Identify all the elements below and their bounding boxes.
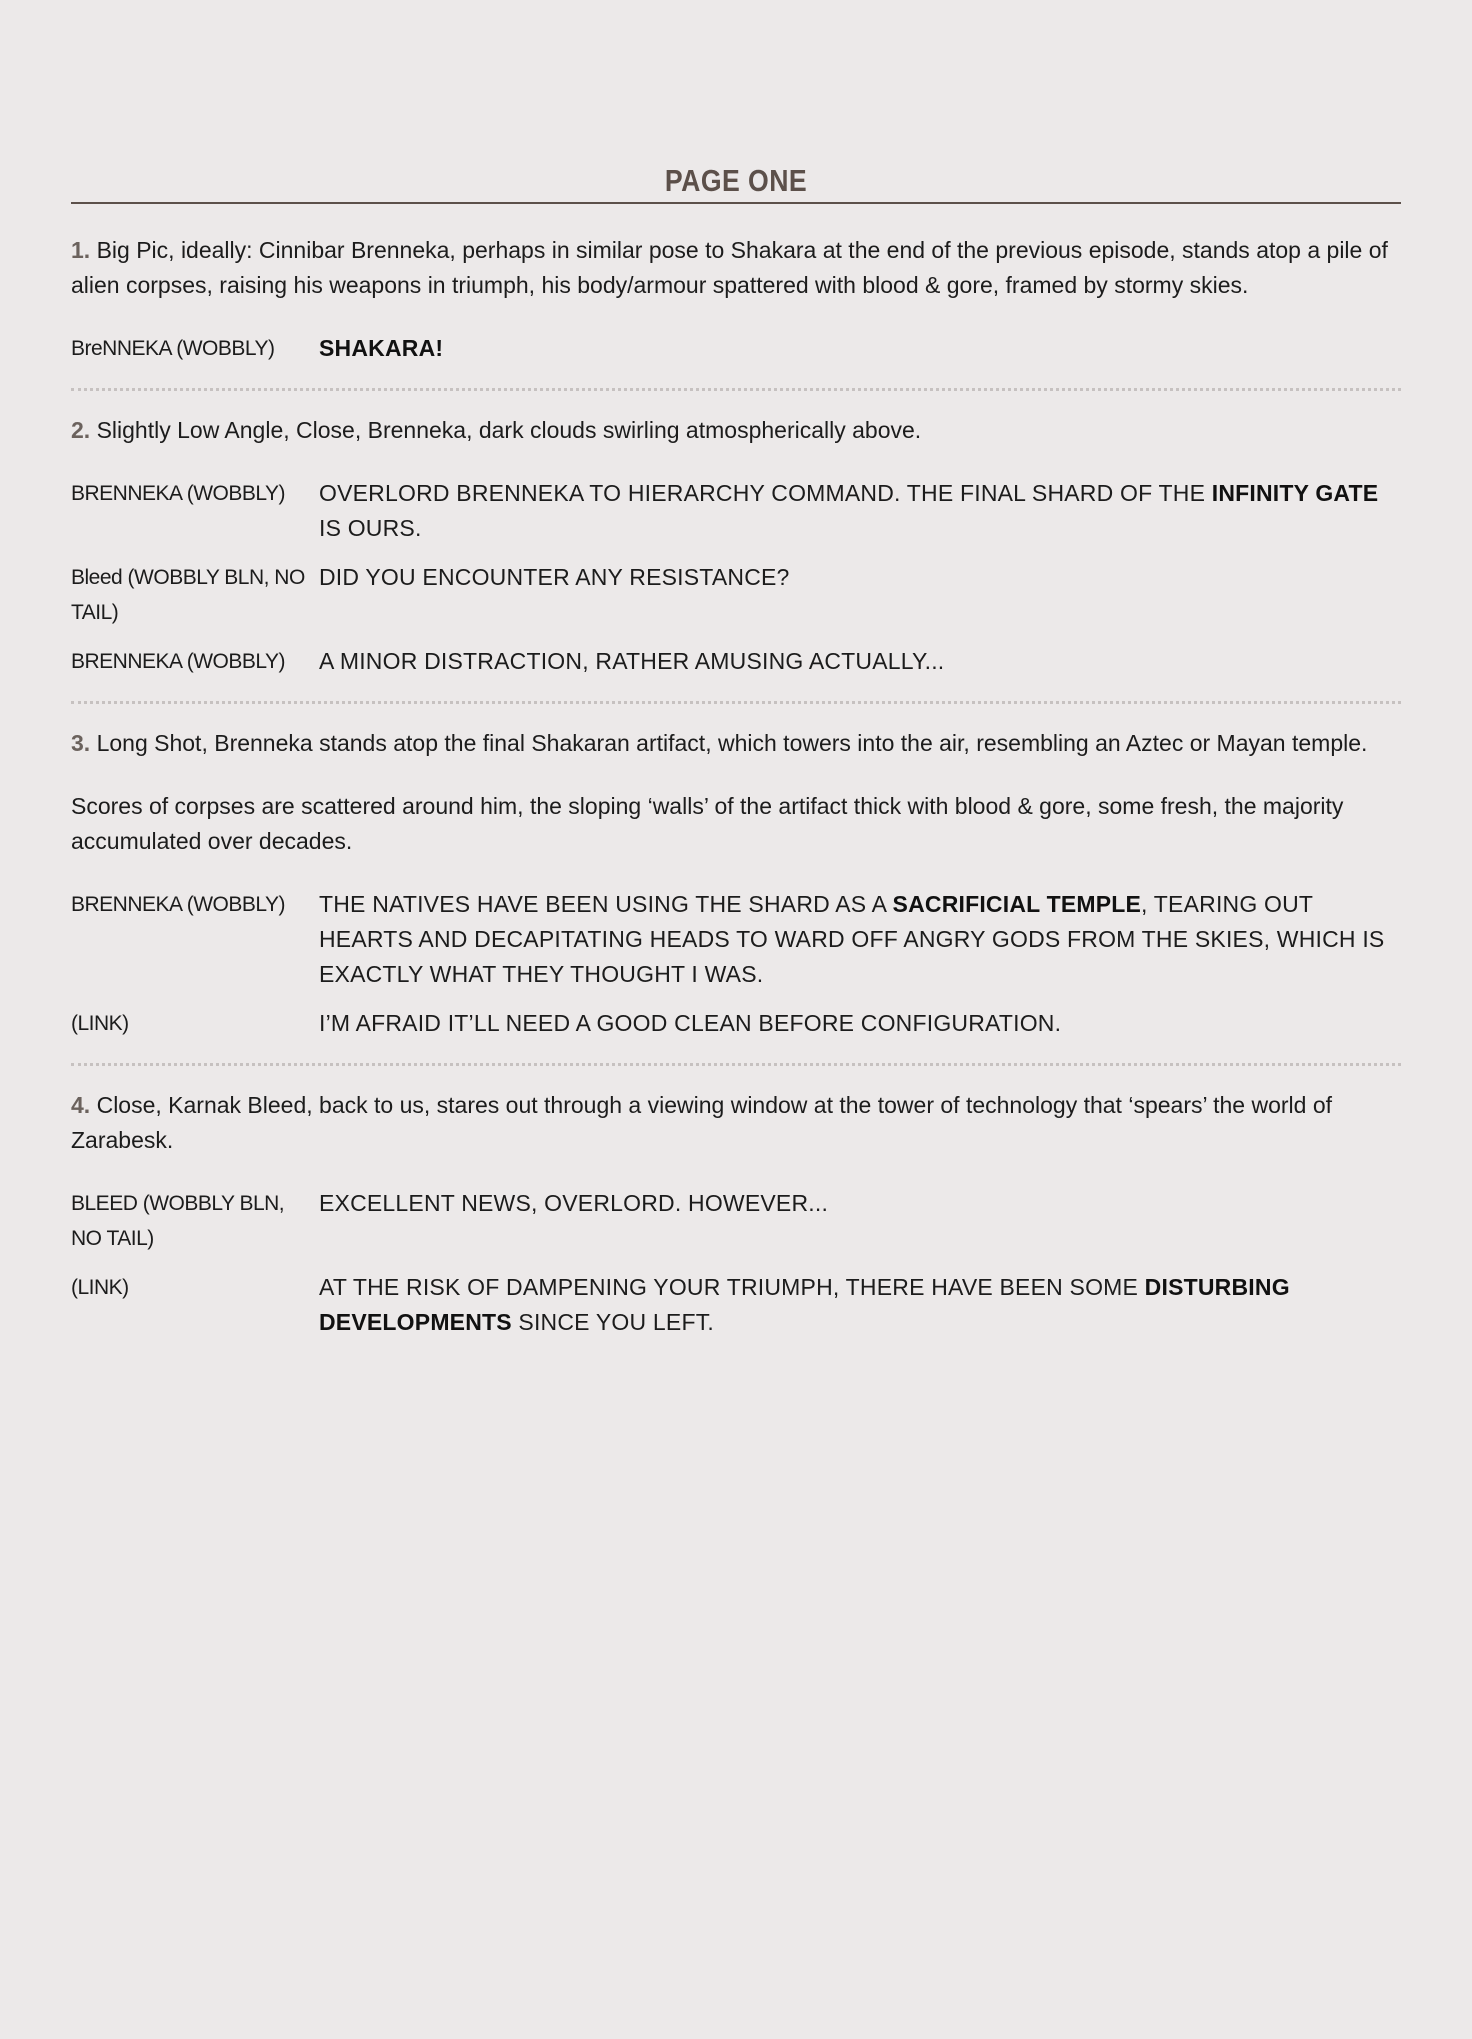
title-rule [71,202,1401,204]
panel-description [71,413,1401,448]
dialogue-row [71,1186,1401,1256]
speaker-label: BLEED (WOBBLY BLN, NO TAIL) [71,1192,285,1250]
dialogue-emphasis: INFINITY GATE [1211,480,1379,506]
panel-number: 2. [71,417,91,443]
dialogue-line [319,476,1401,546]
speaker-label: BRENNEKA (WOBBLY) [71,650,285,673]
dialogue-text: AT THE RISK OF DAMPENING YOUR TRIUMPH, THERE HAVE BEEN SOME [319,1274,1145,1300]
panel-3 [71,726,1401,1041]
dialogue-text: DID YOU ENCOUNTER ANY RESISTANCE? [319,564,790,590]
speaker-label: BreNNEKA (WOBBLY) [71,337,275,360]
speaker-label: BRENNEKA (WOBBLY) [71,893,285,916]
panel-number: 3. [71,730,91,756]
panel-description-text: Scores of corpses are scattered around him, the sloping ‘walls’ of the artifact thick with blood & gore, some fresh, the majority accumulated over decades. [71,793,1344,854]
speaker-label: (LINK) [71,1012,129,1035]
dialogue-line [319,1186,1401,1256]
panel-2 [71,413,1401,679]
panel-description-text: Slightly Low Angle, Close, Brenneka, dark clouds swirling atmospherically above. [96,417,922,443]
dialogue-row [71,331,1401,366]
dialogue-text: IS OURS. [319,515,422,541]
dialogue-row [71,644,1401,679]
dialogue-text: I’M AFRAID IT’LL NEED A GOOD CLEAN BEFORE CONFIGURATION. [319,1010,1062,1036]
dialogue-text: EXCELLENT NEWS, OVERLORD. HOWEVER... [319,1190,829,1216]
panel-number: 4. [71,1092,91,1118]
panel-list [71,233,1401,1340]
page-title: PAGE ONE [664,163,808,198]
panel-number: 1. [71,237,91,263]
panel-description [71,789,1401,859]
dialogue-emphasis: SHAKARA! [319,335,444,361]
dialogue-text: , TEARING OUT HEARTS AND DECAPITATING HEADS TO WARD OFF ANGRY GODS FROM THE SKIES, WHICH IS EXACTLY WHAT THEY THOUGHT I WAS. [319,891,1385,987]
dialogue-line [319,887,1401,992]
dialogue-row [71,887,1401,992]
dialogue-row [71,476,1401,546]
panel-divider [71,701,1401,704]
dialogue-emphasis: SACRIFICIAL TEMPLE [892,891,1142,917]
panel-description [71,726,1401,761]
dialogue-line [319,1006,1401,1041]
panel-description-text: Big Pic, ideally: Cinnibar Brenneka, perhaps in similar pose to Shakara at the end of the previous episode, stands atop a pile of alien corpses, raising his weapons in triumph, his body/armour spattered with blood & gore, framed by stormy skies. [71,237,1388,298]
dialogue-line [319,1270,1401,1340]
speaker-label: (LINK) [71,1276,129,1299]
panel-description [71,233,1401,303]
dialogue-line [319,331,1401,366]
script-page [71,160,1401,1354]
dialogue-row [71,1270,1401,1340]
speaker-label: BRENNEKA (WOBBLY) [71,482,285,505]
dialogue-line [319,644,1401,679]
panel-1 [71,233,1401,366]
panel-divider [71,388,1401,391]
dialogue-text: OVERLORD BRENNEKA TO HIERARCHY COMMAND. THE FINAL SHARD OF THE [319,480,1212,506]
panel-divider [71,1063,1401,1066]
dialogue-text: A MINOR DISTRACTION, RATHER AMUSING ACTUALLY... [319,648,945,674]
panel-description-text: Close, Karnak Bleed, back to us, stares out through a viewing window at the tower of technology that ‘spears’ the world of Zarabesk. [71,1092,1333,1153]
dialogue-line [319,560,1401,630]
dialogue-row [71,560,1401,630]
panel-description-text: Long Shot, Brenneka stands atop the final Shakaran artifact, which towers into the air, resembling an Aztec or Mayan temple. [96,730,1368,756]
dialogue-emphasis: DISTURBING DEVELOPMENTS [319,1274,1290,1335]
panel-4 [71,1088,1401,1340]
dialogue-row [71,1006,1401,1041]
speaker-label: Bleed (WOBBLY BLN, NO TAIL) [71,566,305,624]
dialogue-text: SINCE YOU LEFT. [511,1309,714,1335]
panel-description [71,1088,1401,1158]
dialogue-text: THE NATIVES HAVE BEEN USING THE SHARD AS A [319,891,893,917]
